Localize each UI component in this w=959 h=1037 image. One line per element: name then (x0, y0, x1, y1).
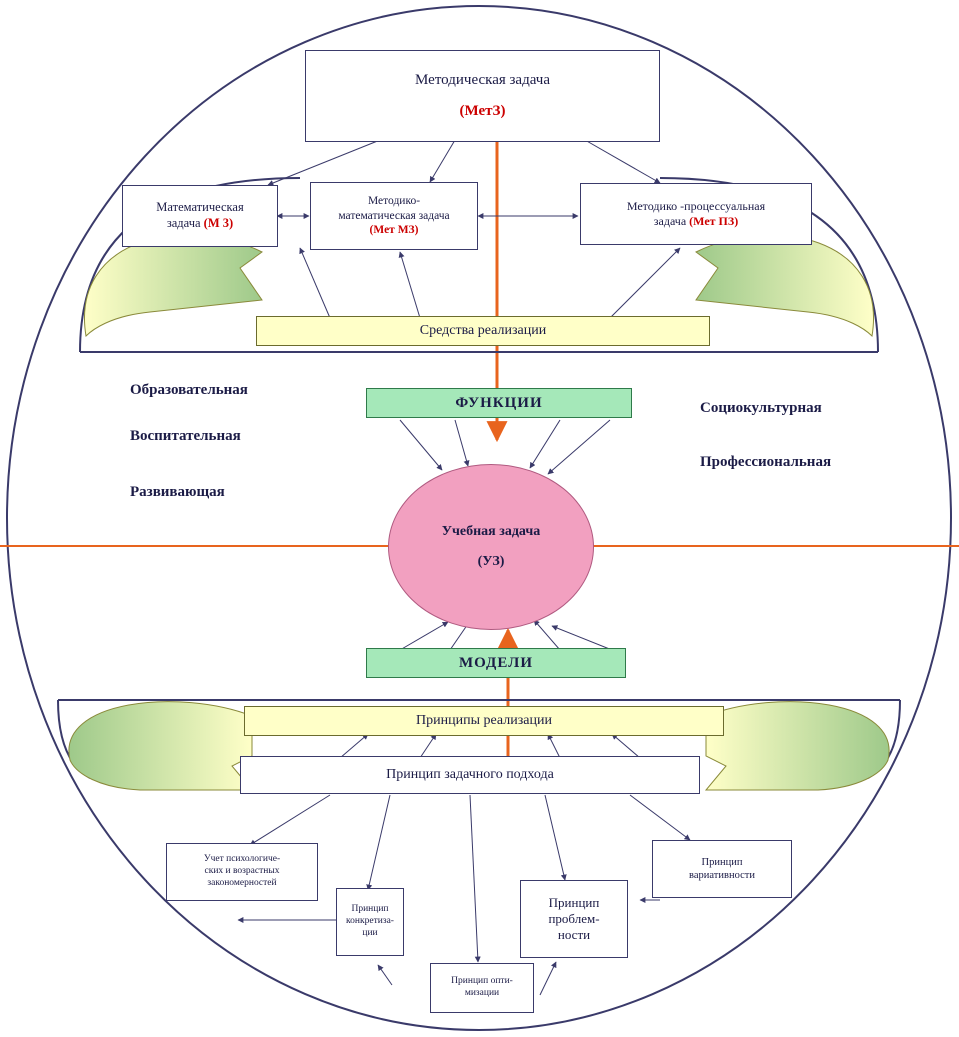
principle-optimization-box (430, 963, 534, 1013)
math-task-line2: задача (М 3) (166, 216, 234, 230)
method-math-task-box (310, 182, 478, 250)
function-label-sociocultural: Социокультурная (700, 400, 822, 416)
method-process-task-line1: Методико -процессуальная (626, 199, 766, 213)
principle-psych-age-line1: Учет психологиче- (203, 854, 281, 865)
functions-box (366, 388, 632, 418)
principle-concretization-line3: ции (362, 927, 378, 938)
function-label-professional: Профессиональная (700, 454, 832, 470)
principle-problem-box (520, 880, 628, 958)
method-process-task-box (580, 183, 812, 245)
principles-band (244, 706, 724, 736)
principle-psych-age-box (166, 843, 318, 901)
method-math-task-line1: Методико- (367, 195, 421, 208)
models-label: МОДЕЛИ (458, 654, 534, 671)
principle-psych-age-line3: закономерностей (207, 877, 277, 888)
principle-psych-age-line2: ских и возрастных (204, 866, 280, 877)
main-principle-box (240, 756, 700, 794)
principle-concretization-line2: конкретиза- (346, 916, 394, 927)
learning-task-code: (УЗ) (477, 554, 505, 569)
means-band-label: Средства реализации (419, 323, 547, 339)
principle-optimization-line2: мизации (464, 988, 500, 998)
principles-band-label: Принципы реализации (416, 713, 552, 729)
means-band (256, 316, 710, 346)
function-label-developing: Развивающая (130, 484, 225, 500)
principle-problem-line3: ности (557, 927, 591, 943)
function-label-upbringing: Воспитательная (130, 428, 241, 444)
function-label-educational: Образовательная (130, 382, 248, 398)
method-math-task-line2: математическая задача (338, 209, 450, 222)
principle-concretization-line1: Принцип (351, 904, 389, 915)
models-box (366, 648, 626, 678)
principle-variability-line2: вариативности (689, 870, 755, 881)
methodical-task-box (305, 50, 660, 142)
principle-problem-line2: проблем- (548, 910, 600, 926)
functions-label: ФУНКЦИИ (455, 394, 543, 411)
method-process-task-line2: задача (Мет ПЗ) (653, 214, 739, 228)
principle-concretization-box (336, 888, 404, 956)
principle-variability-line1: Принцип (701, 856, 743, 868)
principle-optimization-line1: Принцип опти- (451, 976, 513, 987)
principle-problem-line1: Принцип (548, 894, 600, 910)
methodical-task-code: (МетЗ) (459, 103, 506, 119)
learning-task-circle (388, 464, 594, 630)
method-math-task-code: (Мет МЗ) (369, 224, 419, 237)
math-task-code: (М 3) (203, 216, 234, 230)
main-principle-label: Принцип задачного подхода (386, 767, 554, 783)
methodical-task-title: Методическая задача (415, 72, 550, 89)
math-task-box (122, 185, 278, 247)
math-task-line1: Математическая (156, 200, 244, 215)
principle-variability-box (652, 840, 792, 898)
learning-task-title: Учебная задача (441, 524, 541, 539)
method-process-task-code: (Мет ПЗ) (689, 214, 739, 228)
